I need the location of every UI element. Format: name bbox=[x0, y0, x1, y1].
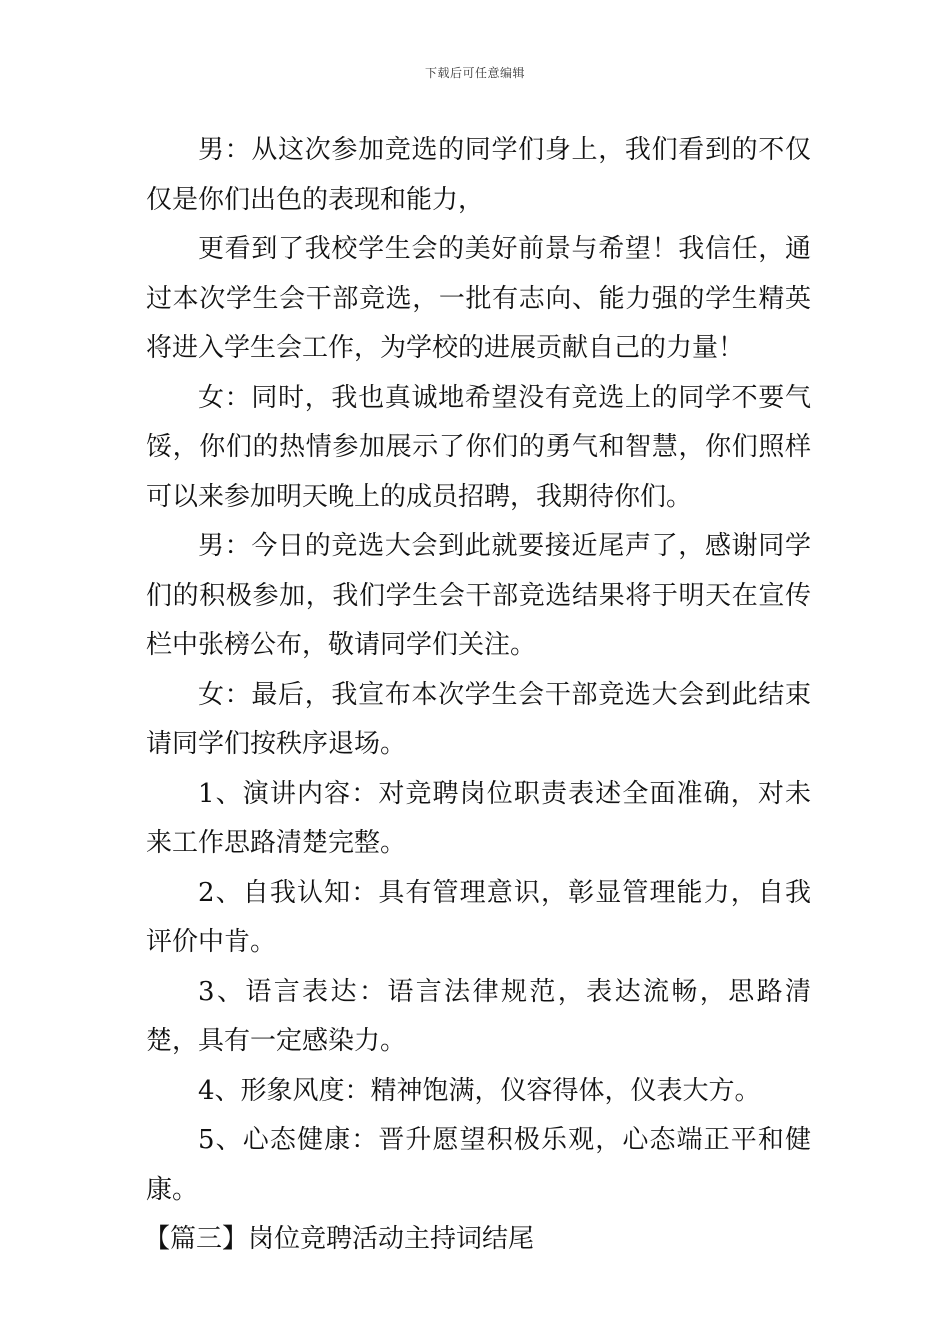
criteria-item: 5、心态健康：晋升愿望积极乐观，心态端正平和健康。 bbox=[146, 1125, 811, 1205]
paragraph: 男：从这次参加竞选的同学们身上，我们看到的不仅仅是你们出色的表现和能力， bbox=[146, 135, 811, 215]
paragraph: 更看到了我校学生会的美好前景与希望！我信任，通过本次学生会干部竞选，一批有志向、能力强的学生精英将进入学生会工作，为学校的进展贡献自己的力量！ bbox=[146, 234, 811, 363]
page-header-note: 下载后可任意编辑 bbox=[424, 66, 525, 80]
paragraph: 女：同时，我也真诚地希望没有竞选上的同学不要气馁，你们的热情参加展示了你们的勇气和智慧，你们照样可以来参加明天晚上的成员招聘，我期待你们。 bbox=[146, 382, 811, 512]
section-heading: 【篇三】岗位竞聘活动主持词结尾 bbox=[144, 1224, 535, 1254]
paragraph: 女：最后，我宣布本次学生会干部竞选大会到此结束请同学们按秩序退场。 bbox=[146, 679, 811, 759]
criteria-item: 1、演讲内容：对竞聘岗位职责表述全面准确，对未来工作思路清楚完整。 bbox=[146, 778, 811, 858]
paragraph: 男：今日的竞选大会到此就要接近尾声了，感谢同学们的积极参加，我们学生会干部竞选结果将于明天在宣传栏中张榜公布，敬请同学们关注。 bbox=[146, 531, 811, 660]
document-body bbox=[146, 126, 811, 1265]
criteria-item: 2、自我认知：具有管理意识，彰显管理能力，自我评价中肯。 bbox=[146, 877, 811, 957]
criteria-item: 3、语言表达：语言法律规范，表达流畅，思路清楚，具有一定感染力。 bbox=[146, 976, 811, 1056]
criteria-item: 4、形象风度：精神饱满，仪容得体，仪表大方。 bbox=[198, 1075, 761, 1106]
